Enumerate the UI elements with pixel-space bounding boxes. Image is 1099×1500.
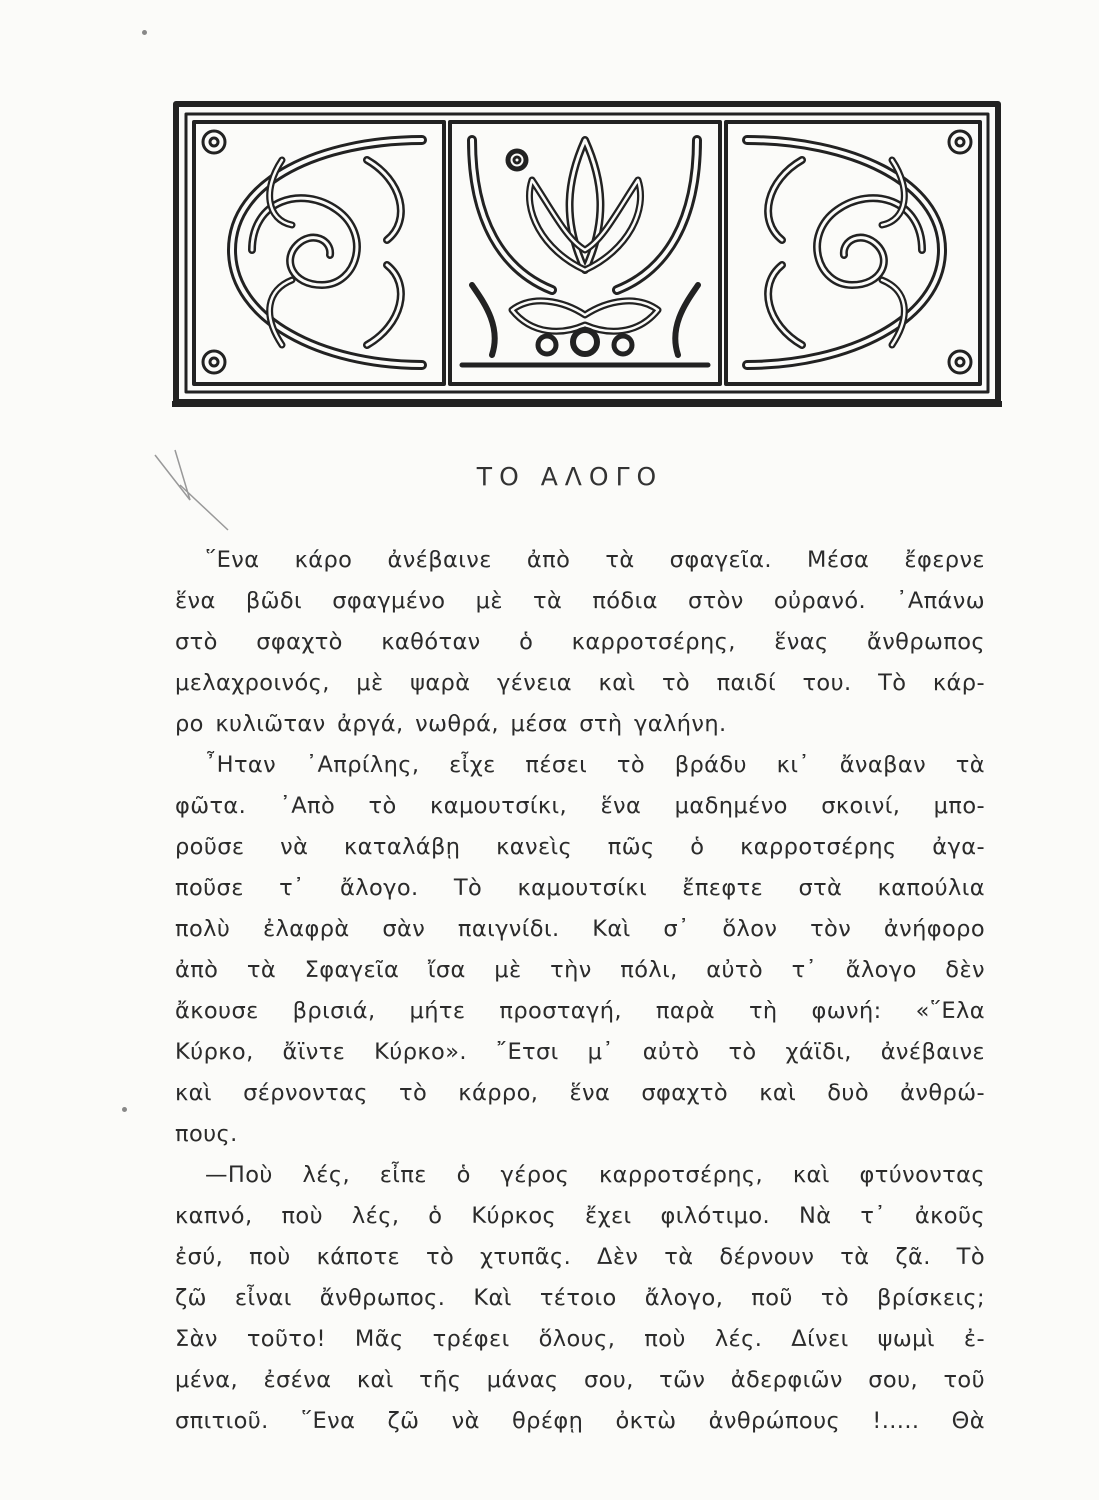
text-line: ῏Ηταν ᾿Απρίλης, εἶχε πέσει τὸ βράδυ κι᾿ ἄναβαν τὰ <box>205 752 985 778</box>
pencil-mark <box>150 445 230 535</box>
text-line: φῶτα. ᾿Απὸ τὸ καμουτσίκι, ἕνα μαδημένο σκοινί, μπο- <box>175 793 985 819</box>
text-line: ροῦσε νὰ καταλάβῃ κανεὶς πῶς ὁ καρροτσέρης ἀγα- <box>175 834 985 860</box>
text-line: ῞Ενα κάρο ἀνέβαινε ἀπὸ τὰ σφαγεῖα. Μέσα ἔφερνε <box>205 547 985 573</box>
header-ornament <box>172 100 1002 410</box>
ink-speck <box>122 1107 127 1112</box>
story-title: ΤΟ ΑΛΟΓΟ <box>476 462 664 491</box>
text-line: μελαχροινός, μὲ ψαρὰ γένεια καὶ τὸ παιδί του. Τὸ κάρ- <box>175 670 985 696</box>
text-line: καπνό, ποὺ λές, ὁ Κύρκος ἔχει φιλότιμο. Νὰ τ᾿ ἀκοῦς <box>175 1203 985 1229</box>
ink-speck <box>142 30 147 35</box>
text-line: Κύρκο, ἄϊντε Κύρκο». ῎Ετσι μ᾿ αὐτὸ τὸ χάϊδι, ἀνέβαινε <box>175 1039 985 1065</box>
text-line: σπιτιοῦ. ῞Ενα ζῶ νὰ θρέφῃ ὀκτὼ ἀνθρώπους !..... Θὰ <box>175 1408 985 1434</box>
story-text <box>175 540 985 1442</box>
text-line: πους. <box>175 1121 238 1147</box>
text-line: ζῶ εἶναι ἄνθρωπος. Καὶ τέτοιο ἄλογο, ποῦ τὸ βρίσκεις; <box>175 1285 985 1311</box>
text-line: ἀπὸ τὰ Σφαγεῖα ἴσα μὲ τὴν πόλι, αὐτὸ τ᾿ ἄλογο δὲν <box>175 957 985 983</box>
text-line: πολὺ ἐλαφρὰ σὰν παιγνίδι. Καὶ σ᾿ ὅλον τὸν ἀνήφορο <box>175 916 985 942</box>
text-line: ποῦσε τ᾿ ἄλογο. Τὸ καμουτσίκι ἔπεφτε στὰ καπούλια <box>175 875 985 901</box>
text-line: ἐσύ, ποὺ κάποτε τὸ χτυπᾶς. Δὲν τὰ δέρνουν τὰ ζᾶ. Τὸ <box>175 1244 985 1270</box>
text-line: μένα, ἐσένα καὶ τῆς μάνας σου, τῶν ἀδερφιῶν σου, τοῦ <box>175 1367 985 1393</box>
text-line: —Ποὺ λές, εἶπε ὁ γέρος καρροτσέρης, καὶ φτύνοντας <box>205 1162 985 1188</box>
text-line: ἕνα βῶδι σφαγμένο μὲ τὰ πόδια στὸν οὐρανό. ᾿Απάνω <box>175 588 985 614</box>
text-line: ἄκουσε βρισιά, μήτε προσταγή, παρὰ τὴ φωνή: «῞Ελα <box>175 998 985 1024</box>
text-line: καὶ σέρνοντας τὸ κάρρο, ἕνα σφαχτὸ καὶ δυὸ ἀνθρώ- <box>175 1080 985 1106</box>
text-line: ρο κυλιῶταν ἀργά, νωθρά, μέσα στὴ γαλήνη. <box>175 711 727 737</box>
text-line: στὸ σφαχτὸ καθόταν ὁ καρροτσέρης, ἕνας ἄνθρωπος <box>175 629 985 655</box>
text-line: Σὰν τοῦτο! Μᾶς τρέφει ὅλους, ποὺ λές. Δίνει ψωμὶ ἐ- <box>175 1326 985 1352</box>
